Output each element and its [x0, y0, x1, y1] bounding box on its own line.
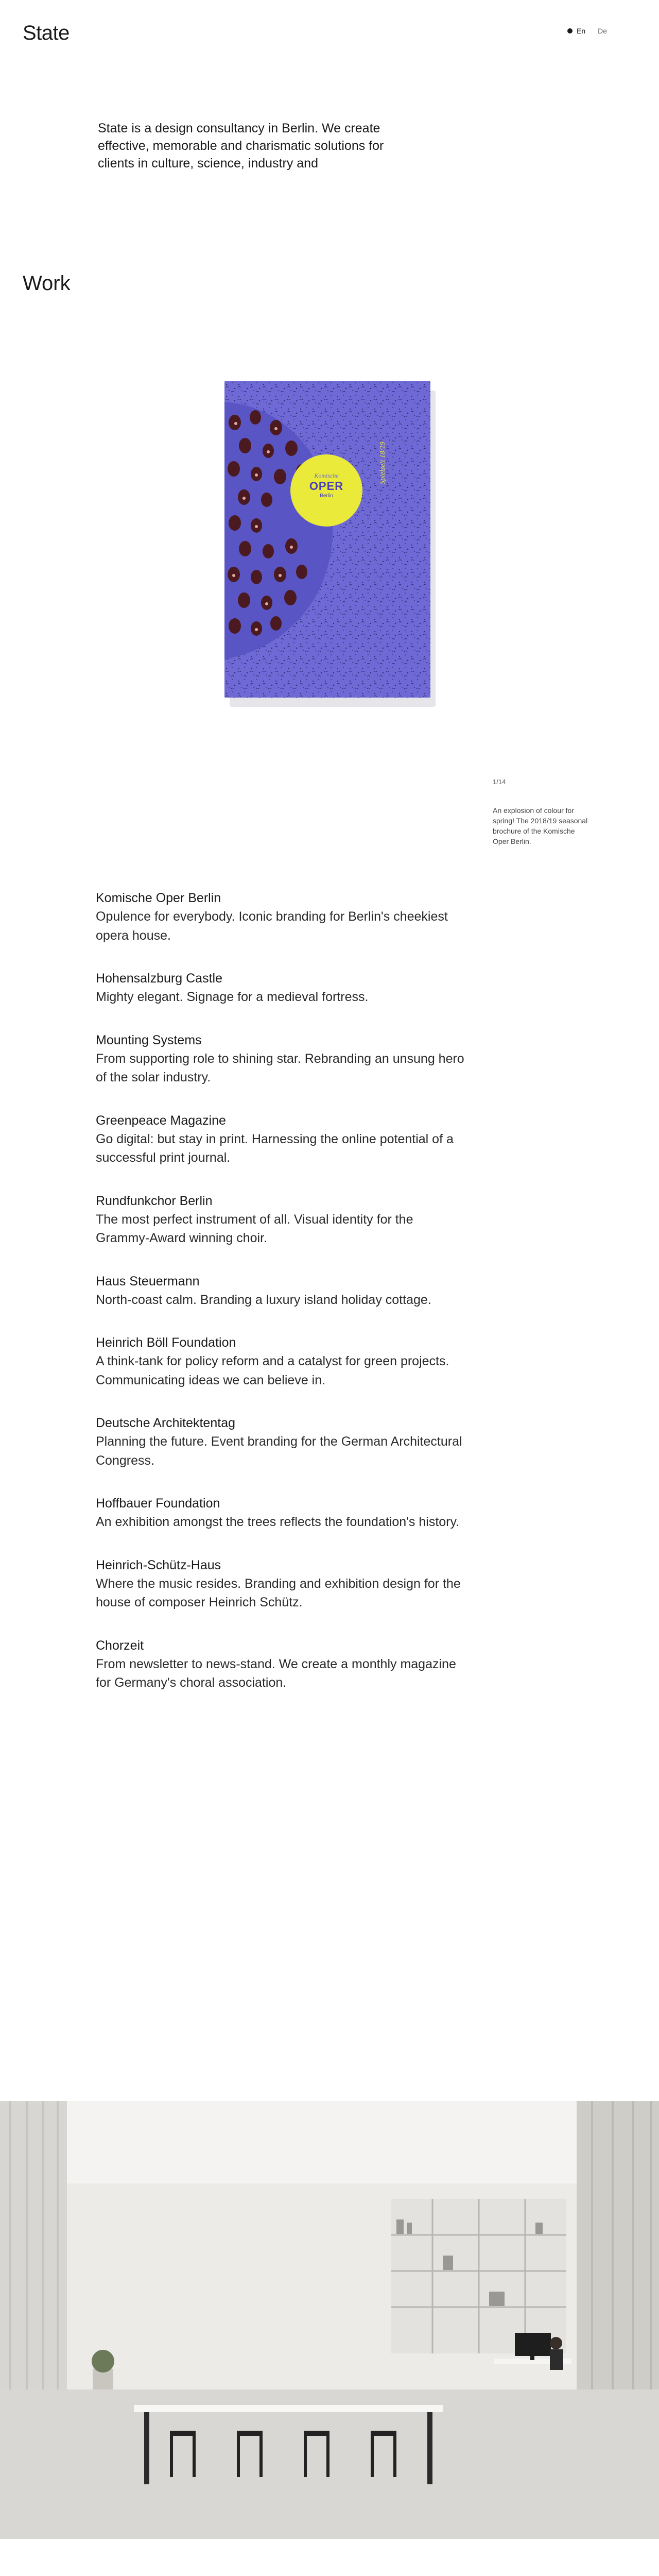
project-desc: Where the music resides. Branding and exhibition design for the house of composer Heinrich Schütz. — [96, 1576, 461, 1609]
project-item[interactable] — [96, 1414, 466, 1470]
slide-counter: 1/14 — [493, 778, 506, 786]
studio-photo-illustration — [0, 2101, 659, 2539]
work-heading: Work — [23, 272, 71, 295]
language-switcher — [567, 27, 607, 35]
project-item[interactable] — [96, 1556, 466, 1612]
cover-badge — [290, 472, 362, 499]
project-desc: From supporting role to shining star. Rebranding an unsung hero of the solar industry. — [96, 1051, 464, 1084]
project-name[interactable]: Heinrich-Schütz-Haus — [96, 1557, 221, 1572]
project-list — [96, 889, 466, 1717]
project-name[interactable]: Haus Steuermann — [96, 1274, 200, 1289]
project-name[interactable]: Hohensalzburg Castle — [96, 971, 222, 986]
project-name[interactable]: Heinrich Böll Foundation — [96, 1335, 236, 1350]
cover-artwork — [224, 381, 430, 698]
lang-de-link[interactable]: De — [598, 27, 608, 35]
cover-badge-line2: OPER — [309, 480, 344, 493]
site-logo[interactable]: State — [23, 22, 70, 44]
project-item[interactable] — [96, 1192, 466, 1248]
project-desc: Planning the future. Event branding for the German Architectural Congress. — [96, 1434, 462, 1468]
project-item[interactable] — [96, 1637, 466, 1692]
project-name[interactable]: Komische Oper Berlin — [96, 891, 221, 905]
project-desc: An exhibition amongst the trees reflects the foundation's history. — [96, 1515, 460, 1529]
cover-badge-line3: Berlin — [320, 493, 333, 499]
cover-spine-text: Spielzeit 18/19 — [379, 442, 387, 484]
project-item[interactable] — [96, 1112, 466, 1167]
project-name[interactable]: Hoffbauer Foundation — [96, 1496, 220, 1511]
active-language-dot-icon — [567, 28, 573, 33]
project-item[interactable] — [96, 1031, 466, 1087]
lang-en-link[interactable]: En — [577, 27, 586, 35]
project-name[interactable]: Rundfunkchor Berlin — [96, 1193, 213, 1208]
project-slide-image[interactable] — [224, 381, 430, 698]
project-desc: Go digital: but stay in print. Harnessing the online potential of a successful print journal. — [96, 1131, 454, 1165]
project-item[interactable] — [96, 970, 466, 1007]
project-name[interactable]: Chorzeit — [96, 1638, 144, 1653]
project-name[interactable]: Greenpeace Magazine — [96, 1113, 226, 1128]
project-item[interactable] — [96, 1495, 466, 1532]
project-desc: Opulence for everybody. Iconic branding for Berlin's cheekiest opera house. — [96, 909, 448, 943]
intro-text: State is a design consultancy in Berlin. We create effective, memorable and charismatic solutions for clients in culture, science, industry and — [98, 121, 384, 171]
project-item[interactable] — [96, 889, 466, 945]
slide-caption: An explosion of colour for spring! The 2018/19 seasonal brochure of the Komische Oper Berlin. — [493, 806, 588, 845]
project-name[interactable]: Deutsche Architektentag — [96, 1416, 235, 1430]
project-desc: North-coast calm. Branding a luxury island holiday cottage. — [96, 1292, 431, 1307]
project-item[interactable] — [96, 1273, 466, 1310]
cover-badge-line1: Komische — [314, 472, 339, 479]
project-item[interactable] — [96, 1334, 466, 1389]
studio-photo — [0, 2101, 659, 2539]
project-name[interactable]: Mounting Systems — [96, 1032, 202, 1047]
project-desc: The most perfect instrument of all. Visual identity for the Grammy-Award winning choir. — [96, 1212, 413, 1245]
project-desc: From newsletter to news-stand. We create a monthly magazine for Germany's choral association. — [96, 1656, 456, 1690]
project-desc: A think-tank for policy reform and a catalyst for green projects. Communicating ideas we can believe in. — [96, 1354, 449, 1387]
project-desc: Mighty elegant. Signage for a medieval fortress. — [96, 990, 369, 1004]
